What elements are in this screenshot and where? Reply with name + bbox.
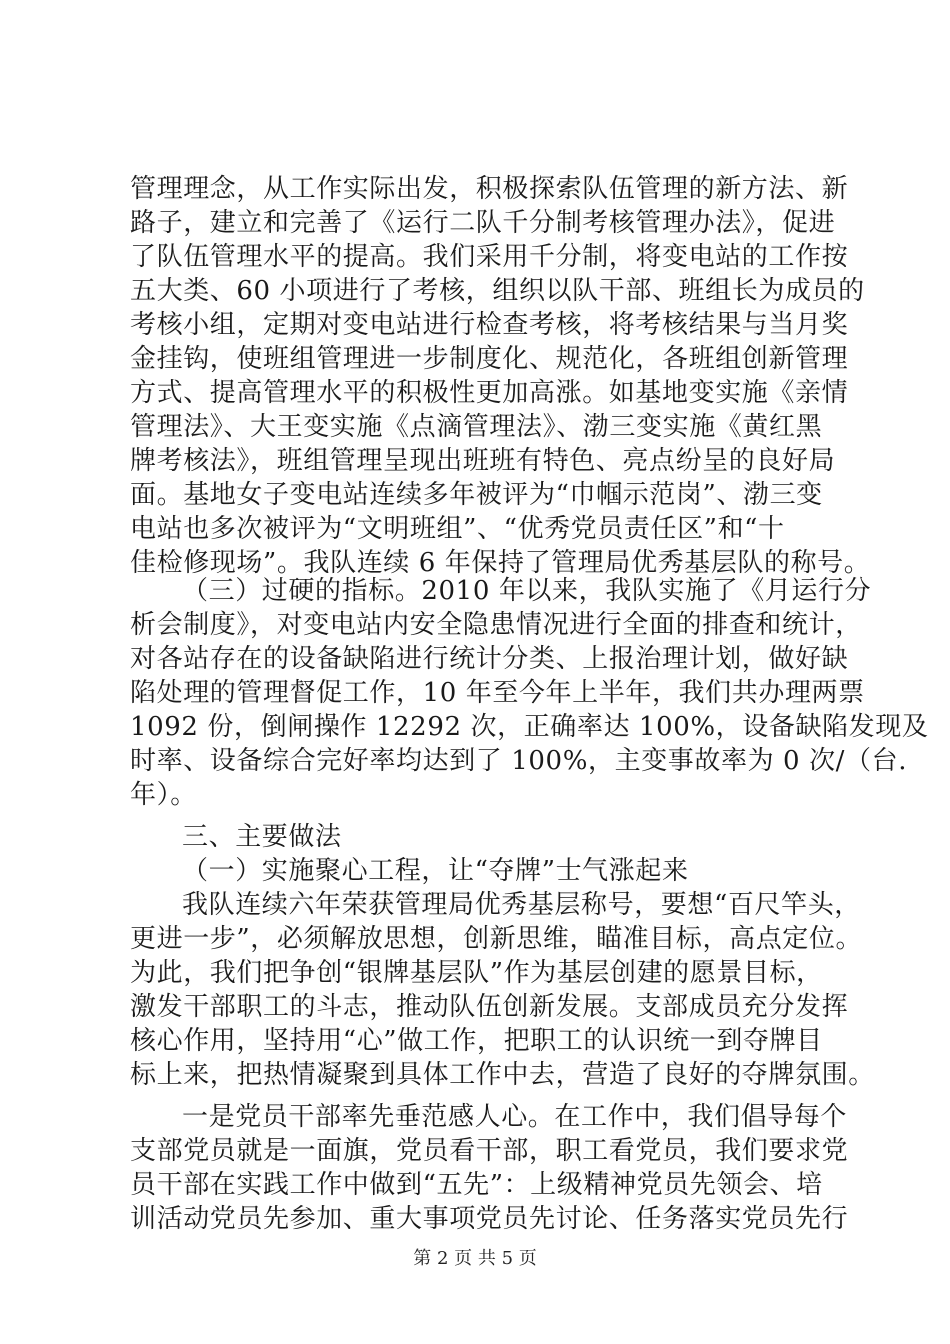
paragraph4-line-2: 支部党员就是一面旗，党员看干部，职工看党员，我们要求党 <box>130 1136 849 1166</box>
paragraph3-line-3: 为此，我们把争创“银牌基层队”作为基层创建的愿景目标， <box>130 958 823 988</box>
paragraph1-line-3: 了队伍管理水平的提高。我们采用千分制，将变电站的工作按 <box>130 242 849 272</box>
paragraph1-line-7: 方式、提高管理水平的积极性更加高涨。如基地变实施《亲情 <box>130 378 849 408</box>
paragraph2-line-2: 析会制度》，对变电站内安全隐患情况进行全面的排查和统计， <box>130 610 862 640</box>
paragraph2-line-7: 年）。 <box>130 780 197 810</box>
paragraph1-line-2: 路子，建立和完善了《运行二队千分制考核管理办法》，促进 <box>130 208 836 238</box>
paragraph1-line-6: 金挂钩，使班组管理进一步制度化、规范化，各班组创新管理 <box>130 344 849 374</box>
paragraph1-line-4: 五大类、60 小项进行了考核，组织以队干部、班组长为成员的 <box>130 276 865 306</box>
paragraph2-line-3: 对各站存在的设备缺陷进行统计分类、上报治理计划，做好缺 <box>130 644 849 674</box>
paragraph1-line-1: 管理理念，从工作实际出发，积极探索队伍管理的新方法、新 <box>130 174 849 204</box>
paragraph1-line-11: 电站也多次被评为“文明班组”、“优秀党员责任区”和“十 <box>130 514 785 544</box>
paragraph3-line-6: 标上来，把热情凝聚到具体工作中去，营造了良好的夺牌氛围。 <box>130 1060 875 1090</box>
paragraph1-line-5: 考核小组，定期对变电站进行检查考核，将考核结果与当月奖 <box>130 310 849 340</box>
paragraph3-line-5: 核心作用，坚持用“心”做工作，把职工的认识统一到夺牌目 <box>130 1026 823 1056</box>
section-heading: 三、主要做法 <box>182 822 342 852</box>
paragraph2-line-6: 时率、设备综合完好率均达到了 100%，主变事故率为 0 次/（台. <box>130 746 908 776</box>
paragraph1-line-9: 牌考核法》，班组管理呈现出班班有特色、亮点纷呈的良好局 <box>130 446 836 476</box>
paragraph3-line-1: 我队连续六年荣获管理局优秀基层称号，要想“百尺竿头， <box>182 890 861 920</box>
paragraph1-line-8: 管理法》、大王变实施《点滴管理法》、渤三变实施《黄红黑 <box>130 412 823 442</box>
subsection-heading: （一）实施聚心工程，让“夺牌”士气涨起来 <box>182 856 689 886</box>
page-footer: 第 2 页 共 5 页 <box>413 1248 537 1269</box>
paragraph2-line-1: （三）过硬的指标。2010 年以来，我队实施了《月运行分 <box>182 576 872 606</box>
paragraph4-line-3: 员干部在实践工作中做到“五先”：上级精神党员先领会、培 <box>130 1170 823 1200</box>
paragraph3-line-2: 更进一步”，必须解放思想，创新思维，瞄准目标，高点定位。 <box>130 924 863 954</box>
paragraph1-line-10: 面。基地女子变电站连续多年被评为“巾帼示范岗”、渤三变 <box>130 480 823 510</box>
paragraph1-line-12: 佳检修现场”。我队连续 6 年保持了管理局优秀基层队的称号。 <box>130 548 871 578</box>
paragraph4-line-1: 一是党员干部率先垂范感人心。在工作中，我们倡导每个 <box>182 1102 848 1132</box>
paragraph3-line-4: 激发干部职工的斗志，推动队伍创新发展。支部成员充分发挥 <box>130 992 849 1022</box>
paragraph2-line-4: 陷处理的管理督促工作，10 年至今年上半年，我们共办理两票 <box>130 678 865 708</box>
paragraph4-line-4: 训活动党员先参加、重大事项党员先讨论、任务落实党员先行 <box>130 1204 849 1234</box>
paragraph2-line-5: 1092 份，倒闸操作 12292 次，正确率达 100%，设备缺陷发现及 <box>130 712 929 742</box>
